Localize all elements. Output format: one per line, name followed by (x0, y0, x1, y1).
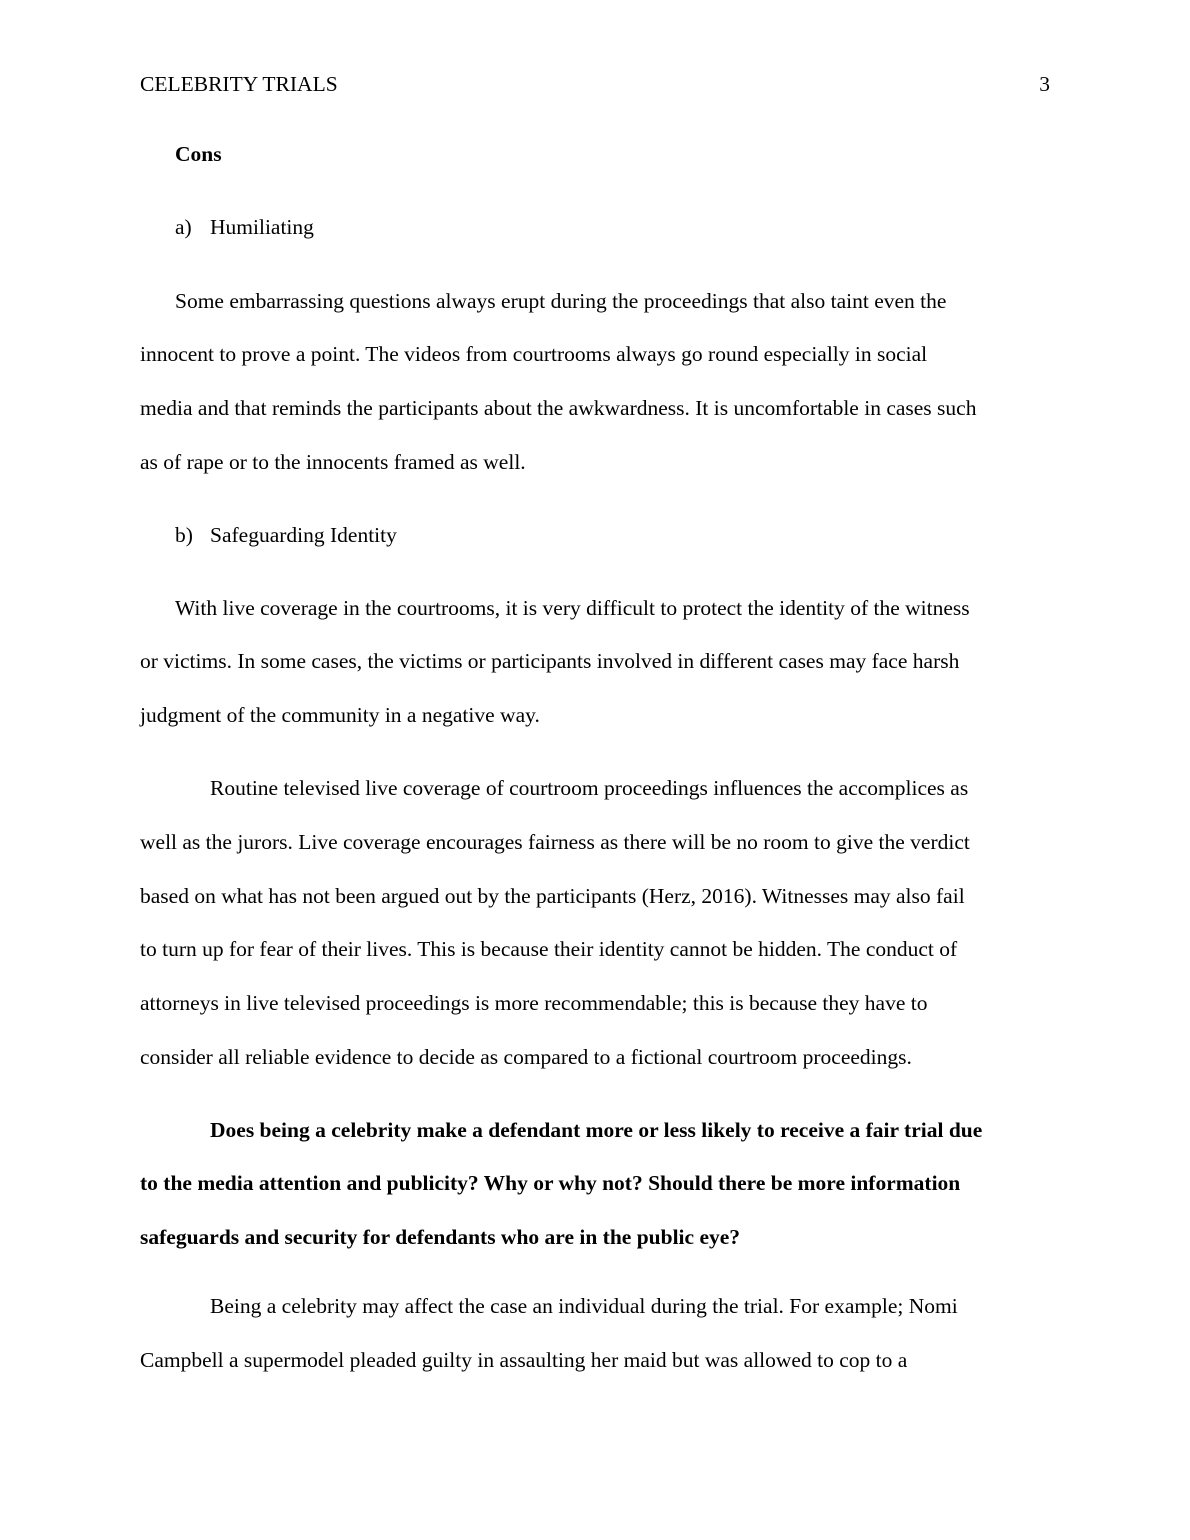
paragraph-line: as of rape or to the innocents framed as well. (140, 450, 526, 474)
paragraph-line: innocent to prove a point. The videos from courtrooms always go round especially in social (140, 342, 928, 366)
paragraph-line: well as the jurors. Live coverage encourages fairness as there will be no room to give the verdict (140, 830, 970, 854)
list-label-humiliating: Humiliating (210, 215, 314, 239)
paragraph-line: consider all reliable evidence to decide as compared to a fictional courtroom proceedings. (140, 1045, 912, 1069)
list-marker-b: b) (175, 523, 193, 547)
paragraph-line: Routine televised live coverage of courtroom proceedings influences the accomplices as (210, 776, 969, 800)
list-marker-a: a) (175, 215, 192, 239)
question-line: to the media attention and publicity? Why or why not? Should there be more information (140, 1171, 961, 1195)
paragraph-line: Campbell a supermodel pleaded guilty in assaulting her maid but was allowed to cop to a (140, 1348, 908, 1372)
paragraph-line: Being a celebrity may affect the case an individual during the trial. For example; Nomi (210, 1294, 958, 1318)
paragraph-line: With live coverage in the courtrooms, it is very difficult to protect the identity of the witness (175, 596, 970, 620)
paragraph-line: based on what has not been argued out by the participants (Herz, 2016). Witnesses may also fail (140, 884, 965, 908)
paragraph-line: attorneys in live televised proceedings is more recommendable; this is because they have to (140, 991, 928, 1015)
question-line: safeguards and security for defendants who are in the public eye? (140, 1225, 741, 1249)
page-number: 3 (1039, 72, 1050, 96)
paragraph-line: media and that reminds the participants about the awkwardness. It is uncomfortable in cases such (140, 396, 977, 420)
list-label-safeguarding-identity: Safeguarding Identity (210, 523, 397, 547)
cons-heading: Cons (175, 142, 222, 166)
paragraph-line: or victims. In some cases, the victims or participants involved in different cases may face harsh (140, 649, 960, 673)
paragraph-line: to turn up for fear of their lives. This is because their identity cannot be hidden. The conduct of (140, 937, 958, 961)
paragraph-line: Some embarrassing questions always erupt during the proceedings that also taint even the (175, 289, 947, 313)
question-line: Does being a celebrity make a defendant more or less likely to receive a fair trial due (210, 1118, 983, 1142)
running-head: CELEBRITY TRIALS (140, 72, 338, 96)
paragraph-line: judgment of the community in a negative way. (140, 703, 540, 727)
